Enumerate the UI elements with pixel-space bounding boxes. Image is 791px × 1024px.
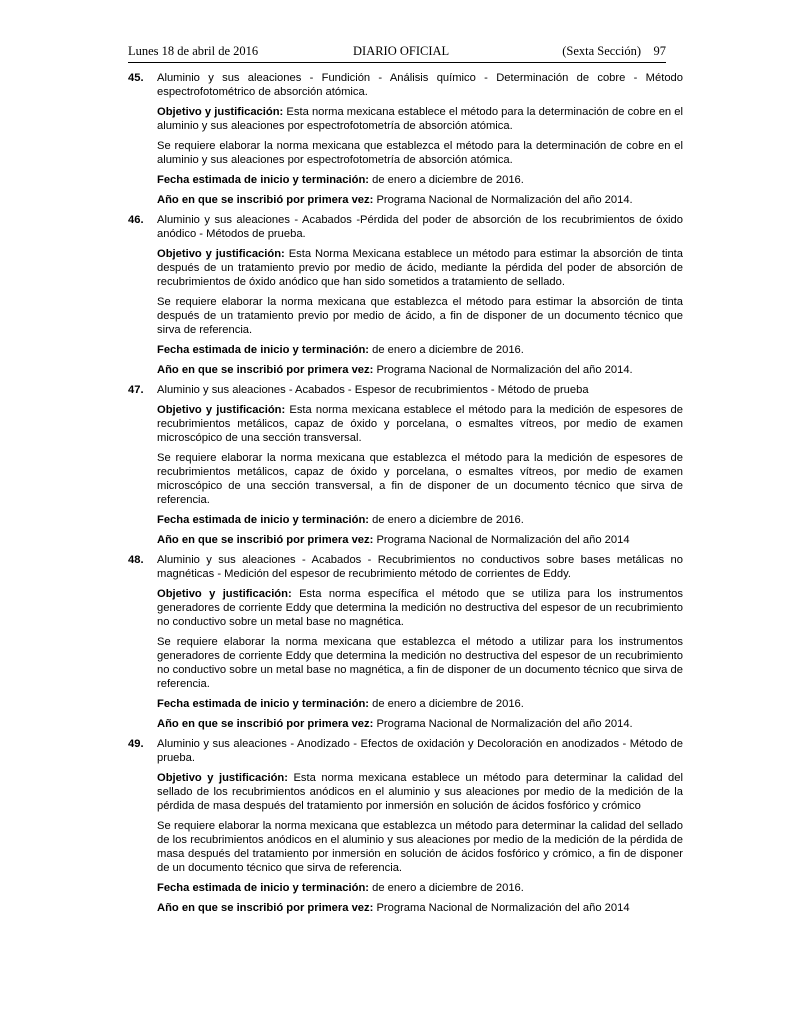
anio-text: Programa Nacional de Normalización del año 2014. bbox=[376, 364, 633, 376]
anio-label: Año en que se inscribió por primera vez: bbox=[157, 364, 374, 376]
anio-text: Programa Nacional de Normalización del año 2014. bbox=[376, 194, 633, 206]
fecha-paragraph bbox=[157, 173, 683, 187]
item-title: Aluminio y sus aleaciones - Fundición - Análisis químico - Determinación de cobre - Método espectrofotométrico de absorción atómica. bbox=[157, 72, 683, 98]
anio-paragraph bbox=[157, 533, 683, 547]
requiere-paragraph: Se requiere elaborar la norma mexicana que establezca un método para determinar la calidad del sellado de los recubrimientos anódicos en el aluminio y sus aleaciones por medio de la medición de la pérdida de masa después del tratamiento por inmersión en solución de ácidos fosfórico y crómico, a fin de disponer de un documento técnico que sirva de referencia. bbox=[157, 820, 683, 874]
fecha-paragraph bbox=[157, 513, 683, 527]
anio-text: Programa Nacional de Normalización del año 2014 bbox=[376, 902, 630, 914]
norm-item bbox=[128, 553, 683, 731]
objetivo-paragraph bbox=[157, 403, 683, 445]
item-number: 45. bbox=[128, 72, 144, 84]
norm-item bbox=[128, 737, 683, 915]
anio-text: Programa Nacional de Normalización del año 2014 bbox=[376, 534, 630, 546]
objetivo-text: Esta norma específica el método que se utiliza para los instrumentos generadores de corriente Eddy que determina la medición no destructiva del espesor de un recubrimiento no conductivo sobre un metal base no magnética. bbox=[157, 588, 683, 628]
item-number: 46. bbox=[128, 214, 144, 226]
item-number: 49. bbox=[128, 738, 144, 750]
fecha-label: Fecha estimada de inicio y terminación: bbox=[157, 882, 370, 894]
norm-item bbox=[128, 383, 683, 547]
anio-label: Año en que se inscribió por primera vez: bbox=[157, 534, 374, 546]
item-number: 47. bbox=[128, 384, 144, 396]
fecha-text: de enero a diciembre de 2016. bbox=[372, 698, 524, 710]
requiere-paragraph: Se requiere elaborar la norma mexicana que establezca el método para estimar la absorción de tinta después de un tratamiento previo por medio de ácido, a fin de disponer de un documento técnico que sirva de referencia. bbox=[157, 296, 683, 336]
fecha-text: de enero a diciembre de 2016. bbox=[372, 882, 524, 894]
anio-paragraph bbox=[157, 901, 683, 915]
requiere-paragraph: Se requiere elaborar la norma mexicana que establezca el método para la determinación de cobre en el aluminio y sus aleaciones por espectrofotometría de absorción atómica. bbox=[157, 140, 683, 166]
fecha-label: Fecha estimada de inicio y terminación: bbox=[157, 514, 370, 526]
fecha-label: Fecha estimada de inicio y terminación: bbox=[157, 344, 370, 356]
objetivo-text: Esta norma mexicana establece un método para determinar la calidad del sellado de los recubrimientos anódicos en el aluminio y sus aleaciones por medio de la medición de la pérdida de masa después del tratamiento por inmersión en solución de ácidos fosfórico y crómico bbox=[157, 772, 683, 812]
fecha-label: Fecha estimada de inicio y terminación: bbox=[157, 698, 370, 710]
anio-text: Programa Nacional de Normalización del año 2014. bbox=[376, 718, 633, 730]
objetivo-text: Esta Norma Mexicana establece un método para estimar la absorción de tinta después de un tratamiento previo por medio de ácido, mediante la pérdida del poder de absorción de recubrimientos de óxido anódico que han sido sometidos a tratamiento de sellado. bbox=[157, 248, 683, 288]
fecha-paragraph bbox=[157, 881, 683, 895]
requiere-paragraph: Se requiere elaborar la norma mexicana que establezca el método a utilizar para los instrumentos generadores de corriente Eddy que determina la medición no destructiva del espesor de un recubrimiento no conductivo sobre un metal base no magnética, a fin de disponer de un documento técnico que sirva de referencia. bbox=[157, 636, 683, 690]
item-number: 48. bbox=[128, 554, 144, 566]
item-title: Aluminio y sus aleaciones - Acabados - Espesor de recubrimientos - Método de prueba bbox=[157, 384, 589, 396]
objetivo-label: Objetivo y justificación: bbox=[157, 248, 285, 260]
objetivo-paragraph bbox=[157, 771, 683, 813]
page-header bbox=[128, 44, 666, 63]
norm-item bbox=[128, 71, 683, 207]
objetivo-label: Objetivo y justificación: bbox=[157, 106, 284, 118]
document-body bbox=[128, 71, 683, 921]
fecha-paragraph bbox=[157, 697, 683, 711]
requiere-paragraph: Se requiere elaborar la norma mexicana que establezca el método para la medición de espesores de recubrimientos metálicos, capaz de óxido y porcelana, o esmaltes vítreos, por medio de examen microscópico de una sección transversal, a fin de disponer de un documento técnico que sirva de referencia. bbox=[157, 452, 683, 506]
objetivo-text: Esta norma mexicana establece el método para la medición de espesores de recubrimientos metálicos, capaz de óxido y porcelana, o esmaltes vítreos, por medio de examen microscópico de una sección transversal. bbox=[157, 404, 683, 444]
anio-paragraph bbox=[157, 717, 683, 731]
objetivo-label: Objetivo y justificación: bbox=[157, 588, 292, 600]
norm-item bbox=[128, 213, 683, 377]
fecha-label: Fecha estimada de inicio y terminación: bbox=[157, 174, 370, 186]
header-date: Lunes 18 de abril de 2016 bbox=[128, 44, 259, 58]
objetivo-paragraph bbox=[157, 247, 683, 289]
item-title: Aluminio y sus aleaciones - Anodizado - Efectos de oxidación y Decoloración en anodizados - Método de prueba. bbox=[157, 738, 683, 764]
fecha-text: de enero a diciembre de 2016. bbox=[372, 174, 524, 186]
objetivo-label: Objetivo y justificación: bbox=[157, 404, 286, 416]
objetivo-paragraph bbox=[157, 587, 683, 629]
anio-label: Año en que se inscribió por primera vez: bbox=[157, 194, 374, 206]
header-page-number: 97 bbox=[653, 44, 666, 58]
fecha-paragraph bbox=[157, 343, 683, 357]
fecha-text: de enero a diciembre de 2016. bbox=[372, 344, 524, 356]
header-title: DIARIO OFICIAL bbox=[353, 44, 450, 58]
objetivo-label: Objetivo y justificación: bbox=[157, 772, 288, 784]
fecha-text: de enero a diciembre de 2016. bbox=[372, 514, 524, 526]
item-title: Aluminio y sus aleaciones - Acabados -Pérdida del poder de absorción de los recubrimientos de óxido anódico - Métodos de prueba. bbox=[157, 214, 683, 240]
item-title: Aluminio y sus aleaciones - Acabados - Recubrimientos no conductivos sobre bases metálicas no magnéticas - Medición del espesor de recubrimiento método de corrientes de Eddy. bbox=[157, 554, 683, 580]
objetivo-text: Esta norma mexicana establece el método para la determinación de cobre en el aluminio y sus aleaciones por espectrofotometría de absorción atómica. bbox=[157, 106, 683, 132]
header-section-label: (Sexta Sección) bbox=[562, 44, 641, 58]
anio-label: Año en que se inscribió por primera vez: bbox=[157, 902, 374, 914]
objetivo-paragraph bbox=[157, 105, 683, 133]
header-section bbox=[562, 44, 666, 59]
anio-label: Año en que se inscribió por primera vez: bbox=[157, 718, 374, 730]
anio-paragraph bbox=[157, 363, 683, 377]
anio-paragraph bbox=[157, 193, 683, 207]
